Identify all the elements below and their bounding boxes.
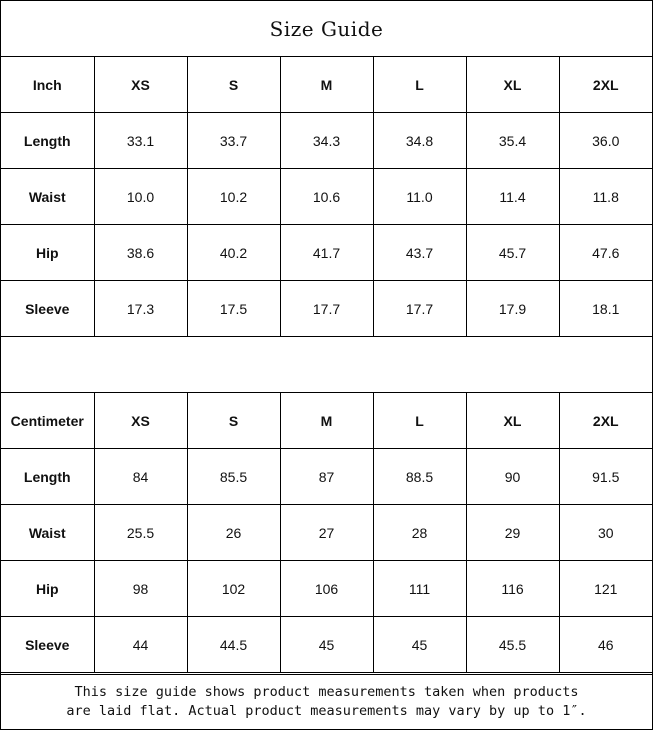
table-cell: 116 [466, 561, 559, 617]
note-line: This size guide shows product measurements taken when products [74, 684, 579, 700]
table-row [1, 113, 652, 169]
table-cell: 46 [559, 617, 652, 673]
table-header-row [1, 393, 652, 449]
size-header-cell: XS [94, 57, 187, 113]
size-header-cell: L [373, 393, 466, 449]
table-cell: 121 [559, 561, 652, 617]
table-cell: 17.7 [373, 281, 466, 337]
table-cell: 43.7 [373, 225, 466, 281]
table-cell: 41.7 [280, 225, 373, 281]
size-header-cell: 2XL [559, 57, 652, 113]
table-row [1, 225, 652, 281]
table-row [1, 281, 652, 337]
unit-header-cell: Centimeter [1, 393, 94, 449]
page-title: Size Guide [1, 1, 652, 57]
table-row [1, 505, 652, 561]
row-label: Waist [1, 505, 94, 561]
table-cell: 90 [466, 449, 559, 505]
size-header-cell: XS [94, 393, 187, 449]
table-cell: 85.5 [187, 449, 280, 505]
size-header-cell: L [373, 57, 466, 113]
row-label: Length [1, 113, 94, 169]
table-cell: 25.5 [94, 505, 187, 561]
row-label: Sleeve [1, 617, 94, 673]
table-cell: 98 [94, 561, 187, 617]
table-cell: 45 [373, 617, 466, 673]
table-cell: 45.5 [466, 617, 559, 673]
table-cell: 28 [373, 505, 466, 561]
table-cell: 87 [280, 449, 373, 505]
note-line: are laid flat. Actual product measurements may vary by up to 1″. [66, 703, 587, 719]
row-label: Hip [1, 225, 94, 281]
table-cell: 45 [280, 617, 373, 673]
table-cell: 11.4 [466, 169, 559, 225]
table-cell: 10.0 [94, 169, 187, 225]
table-cell: 17.5 [187, 281, 280, 337]
table-cell: 17.9 [466, 281, 559, 337]
table-header-row [1, 57, 652, 113]
measurement-note [1, 674, 652, 729]
table-cell: 38.6 [94, 225, 187, 281]
table-row [1, 449, 652, 505]
size-header-cell: M [280, 57, 373, 113]
table-cell: 44 [94, 617, 187, 673]
size-header-cell: XL [466, 57, 559, 113]
table-cell: 40.2 [187, 225, 280, 281]
table-row [1, 561, 652, 617]
table-cell: 35.4 [466, 113, 559, 169]
table-cell: 84 [94, 449, 187, 505]
table-cell: 45.7 [466, 225, 559, 281]
table-cell: 33.7 [187, 113, 280, 169]
size-header-cell: XL [466, 393, 559, 449]
table-cell: 47.6 [559, 225, 652, 281]
table-cell: 111 [373, 561, 466, 617]
inch-size-table [1, 57, 652, 337]
table-cell: 18.1 [559, 281, 652, 337]
row-label: Sleeve [1, 281, 94, 337]
table-cell: 33.1 [94, 113, 187, 169]
table-cell: 29 [466, 505, 559, 561]
table-cell: 17.7 [280, 281, 373, 337]
row-label: Waist [1, 169, 94, 225]
centimeter-size-table [1, 393, 652, 673]
size-header-cell: M [280, 393, 373, 449]
size-header-cell: 2XL [559, 393, 652, 449]
table-cell: 10.2 [187, 169, 280, 225]
table-cell: 36.0 [559, 113, 652, 169]
table-cell: 17.3 [94, 281, 187, 337]
table-cell: 30 [559, 505, 652, 561]
table-cell: 26 [187, 505, 280, 561]
table-cell: 102 [187, 561, 280, 617]
table-cell: 44.5 [187, 617, 280, 673]
table-cell: 10.6 [280, 169, 373, 225]
row-label: Length [1, 449, 94, 505]
size-header-cell: S [187, 57, 280, 113]
unit-header-cell: Inch [1, 57, 94, 113]
table-row [1, 617, 652, 673]
section-divider [1, 337, 652, 393]
table-cell: 27 [280, 505, 373, 561]
table-cell: 11.0 [373, 169, 466, 225]
table-cell: 91.5 [559, 449, 652, 505]
table-cell: 34.3 [280, 113, 373, 169]
row-label: Hip [1, 561, 94, 617]
table-cell: 34.8 [373, 113, 466, 169]
table-row [1, 169, 652, 225]
size-header-cell: S [187, 393, 280, 449]
table-cell: 88.5 [373, 449, 466, 505]
table-cell: 106 [280, 561, 373, 617]
table-cell: 11.8 [559, 169, 652, 225]
